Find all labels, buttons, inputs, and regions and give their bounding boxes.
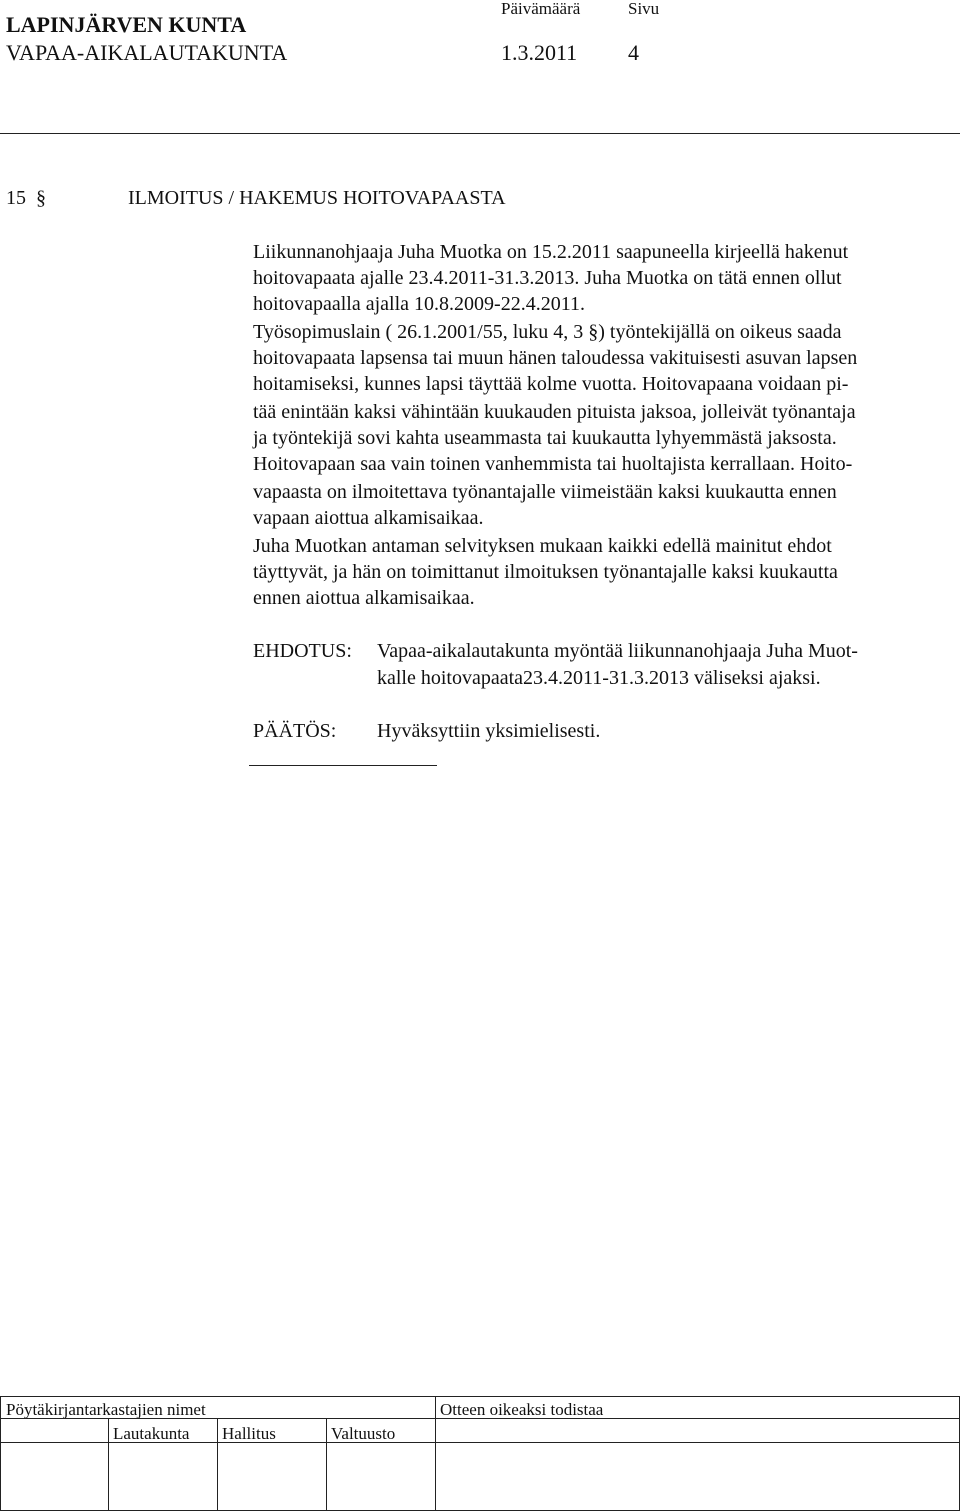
- footer-row-rule: [0, 1418, 960, 1419]
- proposal-label: EHDOTUS:: [253, 640, 352, 662]
- body-valtuusto: Valtuusto: [331, 1424, 396, 1443]
- proposal-line: kalle hoitovapaata23.4.2011-31.3.2013 väliseksi ajaksi.: [377, 667, 821, 689]
- item-title: ILMOITUS / HAKEMUS HOITOVAPAASTA: [128, 187, 506, 209]
- reviewers-label: Pöytäkirjantarkastajien nimet: [6, 1400, 206, 1419]
- body-line: hoitovapaalla ajalla 10.8.2009-22.4.2011.: [253, 293, 585, 315]
- item-number: 15: [6, 187, 26, 209]
- body-line: Työsopimuslain ( 26.1.2001/55, luku 4, 3 §) työntekijällä on oikeus saada: [253, 321, 842, 343]
- body-line: Hoitovapaan saa vain toinen vanhemmista tai huoltajista kerrallaan. Hoito-: [253, 453, 853, 475]
- page-label: Sivu: [628, 0, 660, 18]
- footer-row-rule: [0, 1442, 960, 1443]
- body-line: hoitovapaata ajalle 23.4.2011-31.3.2013. Juha Muotka on tätä ennen ollut: [253, 267, 842, 289]
- body-line: ennen aiottua alkamisaikaa.: [253, 587, 475, 609]
- body-line: Liikunnanohjaaja Juha Muotka on 15.2.2011 saapuneella kirjeellä hakenut: [253, 241, 849, 263]
- footer-col-rule: [217, 1418, 218, 1510]
- body-line: tää enintään kaksi vähintään kuukauden pituista jaksoa, jolleivät työnantaja: [253, 401, 856, 423]
- footer-col-rule: [326, 1418, 327, 1510]
- end-rule: [249, 765, 437, 766]
- body-lautakunta: Lautakunta: [113, 1424, 190, 1443]
- proposal-line: Vapaa-aikalautakunta myöntää liikunnanohjaaja Juha Muot-: [377, 640, 858, 662]
- decision-text: Hyväksyttiin yksimielisesti.: [377, 720, 601, 742]
- meeting-date: 1.3.2011: [501, 40, 578, 65]
- body-line: hoitovapaata lapsensa tai muun hänen taloudessa vakituisesti asuvan lapsen: [253, 347, 858, 369]
- footer-col-rule: [108, 1418, 109, 1510]
- body-line: vapaasta on ilmoitettava työnantajalle viimeistään kaksi kuukautta ennen: [253, 481, 837, 503]
- committee-name: VAPAA-AIKALAUTAKUNTA: [6, 40, 288, 65]
- page-number: 4: [628, 40, 639, 65]
- body-line: ja työntekijä sovi kahta useammasta tai kuukautta lyhyemmästä jaksosta.: [253, 427, 837, 449]
- header-divider: [0, 133, 960, 134]
- footer-bottom-rule: [0, 1510, 960, 1511]
- body-line: hoitamiseksi, kunnes lapsi täyttää kolme vuotta. Hoitovapaana voidaan pi-: [253, 373, 849, 395]
- date-label: Päivämäärä: [501, 0, 581, 18]
- footer-divider: [0, 1396, 960, 1397]
- section-sign-icon: §: [36, 187, 46, 209]
- footer-col-rule: [0, 1396, 1, 1510]
- decision-label: PÄÄTÖS:: [253, 720, 337, 742]
- body-hallitus: Hallitus: [222, 1424, 276, 1443]
- body-line: Juha Muotkan antaman selvityksen mukaan kaikki edellä mainitut ehdot: [253, 535, 832, 557]
- footer-col-rule: [435, 1396, 436, 1510]
- body-line: vapaan aiottua alkamisaikaa.: [253, 507, 484, 529]
- body-line: täyttyvät, ja hän on toimittanut ilmoituksen työnantajalle kaksi kuukautta: [253, 561, 838, 583]
- organization-name: LAPINJÄRVEN KUNTA: [6, 12, 247, 37]
- certified-label: Otteen oikeaksi todistaa: [440, 1400, 604, 1419]
